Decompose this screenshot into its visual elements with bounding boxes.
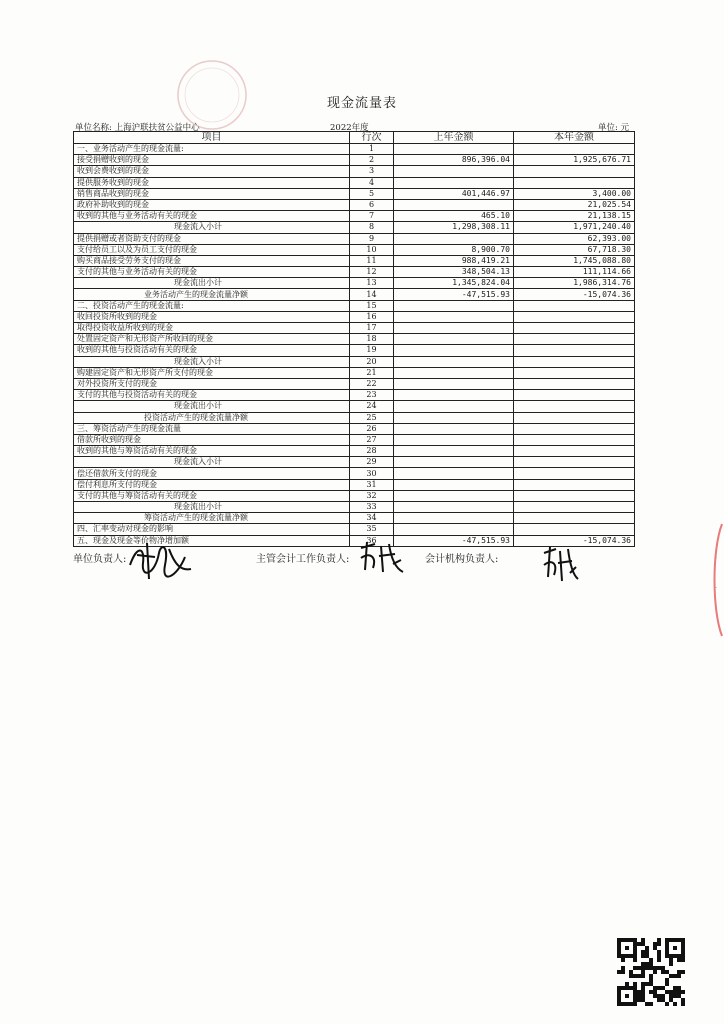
row-line-number: 15 [350,300,394,311]
row-prev-year-amount [394,524,514,535]
row-item-label: 现金流入小计 [74,222,350,233]
table-row [74,446,635,457]
row-item-label: 支付的其他与投资活动有关的现金 [74,390,350,401]
row-prev-year-amount [394,457,514,468]
table-row [74,267,635,278]
row-line-number: 10 [350,244,394,255]
row-item-label: 二、投资活动产生的现金流量: [74,300,350,311]
row-prev-year-amount [394,199,514,210]
document-title: 现金流量表 [326,96,397,111]
row-item-label: 现金流出小计 [74,401,350,412]
row-current-year-amount [514,166,635,177]
row-current-year-amount [514,300,635,311]
row-item-label: 取得投资收益所收到的现金 [74,323,350,334]
row-prev-year-amount: 8,900.70 [394,244,514,255]
row-item-label: 支付的其他与业务活动有关的现金 [74,267,350,278]
row-line-number: 35 [350,524,394,535]
table-row [74,479,635,490]
table-row [74,367,635,378]
row-item-label: 现金流出小计 [74,278,350,289]
row-current-year-amount: 1,986,314.76 [514,278,635,289]
row-item-label: 投资活动产生的现金流量净额 [74,412,350,423]
table-header-row [74,132,635,144]
row-item-label: 现金流入小计 [74,457,350,468]
row-item-label: 收到的其他与投资活动有关的现金 [74,345,350,356]
header-item: 项目 [74,132,350,144]
row-item-label: 政府补助收到的现金 [74,199,350,210]
row-prev-year-amount: 988,419.21 [394,255,514,266]
row-current-year-amount [514,468,635,479]
row-prev-year-amount [394,490,514,501]
row-line-number: 28 [350,446,394,457]
row-current-year-amount: 21,025.54 [514,199,635,210]
row-item-label: 购建固定资产和无形资产所支付的现金 [74,367,350,378]
row-prev-year-amount [394,513,514,524]
row-current-year-amount [514,412,635,423]
row-prev-year-amount [394,412,514,423]
row-current-year-amount [514,434,635,445]
table-row [74,502,635,513]
row-line-number: 22 [350,378,394,389]
row-current-year-amount [514,490,635,501]
row-prev-year-amount: 465.10 [394,211,514,222]
row-item-label: 偿还借款所支付的现金 [74,468,350,479]
row-line-number: 9 [350,233,394,244]
table-row [74,300,635,311]
table-row [74,188,635,199]
table-row [74,233,635,244]
row-current-year-amount: 3,400.00 [514,188,635,199]
row-line-number: 7 [350,211,394,222]
unit-name: 单位名称: 上海沪联扶贫公益中心 [75,123,200,133]
row-current-year-amount [514,311,635,322]
row-prev-year-amount [394,423,514,434]
row-current-year-amount [514,502,635,513]
row-current-year-amount [514,446,635,457]
row-item-label: 偿付利息所支付的现金 [74,479,350,490]
row-item-label: 五、现金及现金等价物净增加额 [74,535,350,546]
report-year: 2022年度 [330,123,369,133]
row-line-number: 26 [350,423,394,434]
qr-code-icon [617,938,685,1006]
row-item-label: 对外投资所支付的现金 [74,378,350,389]
row-item-label: 现金流入小计 [74,356,350,367]
row-prev-year-amount: 1,345,824.04 [394,278,514,289]
row-prev-year-amount: -47,515.93 [394,535,514,546]
table-row [74,434,635,445]
row-item-label: 购买商品接受劳务支付的现金 [74,255,350,266]
faded-seal-stamp [172,55,252,135]
row-prev-year-amount [394,233,514,244]
row-current-year-amount [514,401,635,412]
row-line-number: 8 [350,222,394,233]
row-line-number: 34 [350,513,394,524]
table-row [74,490,635,501]
table-row [74,155,635,166]
row-prev-year-amount [394,502,514,513]
row-current-year-amount: -15,074.36 [514,535,635,546]
row-prev-year-amount: 401,446.97 [394,188,514,199]
row-item-label: 现金流出小计 [74,502,350,513]
row-current-year-amount [514,334,635,345]
accounting-org-head-label: 会计机构负责人: [425,554,499,565]
table-row [74,244,635,255]
row-current-year-amount: 1,971,240.40 [514,222,635,233]
row-line-number: 13 [350,278,394,289]
row-current-year-amount [514,144,635,155]
table-row [74,401,635,412]
row-current-year-amount [514,390,635,401]
row-current-year-amount: 62,393.00 [514,233,635,244]
row-prev-year-amount [394,356,514,367]
row-line-number: 21 [350,367,394,378]
unit-head-label: 单位负责人: [73,554,127,565]
row-current-year-amount: 111,114.66 [514,267,635,278]
red-seal-stamp-edge [710,520,724,640]
row-prev-year-amount [394,378,514,389]
cash-flow-table [73,131,635,547]
row-line-number: 27 [350,434,394,445]
table-row [74,457,635,468]
row-line-number: 4 [350,177,394,188]
table-row [74,211,635,222]
row-prev-year-amount: 896,396.04 [394,155,514,166]
row-line-number: 32 [350,490,394,501]
row-line-number: 5 [350,188,394,199]
row-line-number: 17 [350,323,394,334]
row-line-number: 19 [350,345,394,356]
handwritten-signature-unit-head [125,535,195,585]
table-row [74,289,635,300]
table-row [74,278,635,289]
row-prev-year-amount [394,434,514,445]
row-current-year-amount [514,323,635,334]
row-prev-year-amount [394,345,514,356]
row-line-number: 18 [350,334,394,345]
row-current-year-amount [514,345,635,356]
row-prev-year-amount [394,311,514,322]
table-row [74,334,635,345]
header-current-year: 本年金额 [514,132,635,144]
table-row [74,345,635,356]
row-line-number: 6 [350,199,394,210]
table-row [74,513,635,524]
row-prev-year-amount [394,446,514,457]
row-prev-year-amount [394,468,514,479]
svg-text:·: · [715,554,718,562]
row-line-number: 36 [350,535,394,546]
row-current-year-amount [514,524,635,535]
row-current-year-amount [514,378,635,389]
row-item-label: 一、业务活动产生的现金流量: [74,144,350,155]
row-item-label: 四、汇率变动对现金的影响 [74,524,350,535]
row-line-number: 14 [350,289,394,300]
row-prev-year-amount: 348,504.13 [394,267,514,278]
row-prev-year-amount [394,390,514,401]
row-current-year-amount: 1,745,088.80 [514,255,635,266]
row-line-number: 25 [350,412,394,423]
row-item-label: 提供捐赠或者资助支付的现金 [74,233,350,244]
row-current-year-amount: -15,074.36 [514,289,635,300]
row-line-number: 16 [350,311,394,322]
row-prev-year-amount [394,367,514,378]
row-prev-year-amount [394,334,514,345]
row-current-year-amount [514,423,635,434]
accounting-head-label: 主管会计工作负责人: [256,554,350,565]
row-current-year-amount: 1,925,676.71 [514,155,635,166]
table-row [74,177,635,188]
row-prev-year-amount [394,401,514,412]
table-row [74,378,635,389]
table-row [74,199,635,210]
row-current-year-amount [514,367,635,378]
row-prev-year-amount [394,177,514,188]
row-line-number: 1 [350,144,394,155]
table-row [74,311,635,322]
table-row [74,356,635,367]
row-item-label: 处置固定资产和无形资产所收回的现金 [74,334,350,345]
table-row [74,144,635,155]
row-prev-year-amount [394,300,514,311]
row-item-label: 收到的其他与业务活动有关的现金 [74,211,350,222]
row-item-label: 收到的其他与筹资活动有关的现金 [74,446,350,457]
row-line-number: 12 [350,267,394,278]
row-line-number: 11 [350,255,394,266]
row-line-number: 30 [350,468,394,479]
row-current-year-amount [514,513,635,524]
table-row [74,423,635,434]
row-line-number: 20 [350,356,394,367]
row-line-number: 33 [350,502,394,513]
header-line-no: 行次 [350,132,394,144]
currency-unit: 单位: 元 [598,123,630,133]
table-row [74,412,635,423]
row-item-label: 提供服务收到的现金 [74,177,350,188]
handwritten-signature-accounting-org-head [540,543,580,587]
table-row [74,166,635,177]
table-row [74,323,635,334]
row-current-year-amount [514,356,635,367]
table-row [74,222,635,233]
row-current-year-amount: 67,718.30 [514,244,635,255]
row-item-label: 业务活动产生的现金流量净额 [74,289,350,300]
row-current-year-amount: 21,138.15 [514,211,635,222]
row-item-label: 筹资活动产生的现金流量净额 [74,513,350,524]
row-line-number: 23 [350,390,394,401]
row-line-number: 24 [350,401,394,412]
row-current-year-amount [514,177,635,188]
row-prev-year-amount [394,479,514,490]
row-item-label: 借款所收到的现金 [74,434,350,445]
table-row [74,468,635,479]
row-item-label: 收回投资所收到的现金 [74,311,350,322]
row-item-label: 收到会费收到的现金 [74,166,350,177]
row-line-number: 2 [350,155,394,166]
handwritten-signature-accounting-head [355,538,405,578]
header-prev-year: 上年金额 [394,132,514,144]
row-item-label: 接受捐赠收到的现金 [74,155,350,166]
row-item-label: 支付的其他与筹资活动有关的现金 [74,490,350,501]
row-prev-year-amount [394,166,514,177]
table-row [74,255,635,266]
row-prev-year-amount [394,323,514,334]
row-line-number: 31 [350,479,394,490]
row-current-year-amount [514,479,635,490]
row-item-label: 三、筹资活动产生的现金流量 [74,423,350,434]
row-item-label: 销售商品收到的现金 [74,188,350,199]
row-line-number: 29 [350,457,394,468]
row-line-number: 3 [350,166,394,177]
svg-text:·: · [715,584,718,592]
row-prev-year-amount [394,144,514,155]
row-current-year-amount [514,457,635,468]
row-item-label: 支付给员工以及为员工支付的现金 [74,244,350,255]
table-row [74,390,635,401]
table-row [74,524,635,535]
row-prev-year-amount: -47,515.93 [394,289,514,300]
row-prev-year-amount: 1,298,308.11 [394,222,514,233]
